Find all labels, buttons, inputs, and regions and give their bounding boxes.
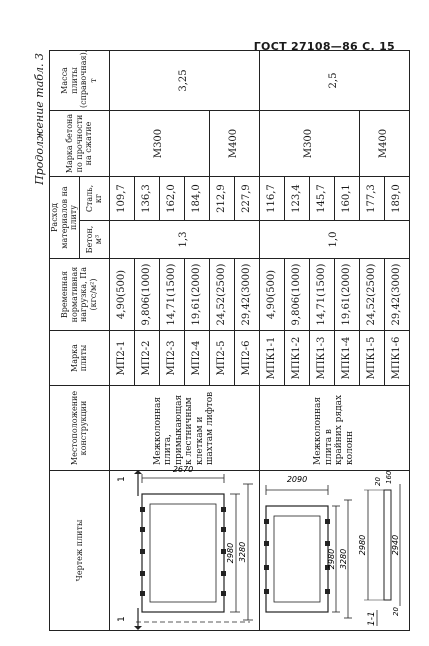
dim-outer-length: 3280 [238,541,247,563]
load-cell: 4,90(500) [109,259,134,331]
grade-cell: М400 [209,111,259,177]
plates-table [49,50,410,631]
load-cell: 29,42(3000) [234,259,259,331]
mark-cell: МПК1-2 [284,331,309,386]
dim-width: 2090 [286,475,308,484]
steel-cell: 123,4 [284,177,309,221]
steel-cell: 162,0 [159,177,184,221]
cut-mark-label: 1 [117,476,127,482]
concrete-cell: 1,3 [109,221,259,259]
mark-cell: МП2-6 [234,331,259,386]
grade-cell: М300 [109,111,209,177]
mark-cell: МП2-1 [109,331,134,386]
load-cell: 19,61(2000) [184,259,209,331]
col-steel: Сталь, кг [79,177,109,221]
col-mark: Марка плиты [50,331,110,386]
grade-cell: М400 [359,111,409,177]
steel-cell: 136,3 [134,177,159,221]
dim-inner-length: 2980 [226,542,235,564]
drawing-plate-mpk1 [259,471,409,631]
mark-cell: МП2-5 [209,331,234,386]
section-label: 1-1 [367,611,377,626]
col-drawing: Чертеж плиты [50,471,110,631]
location-mpk1: Межколонная плита в крайних рядах колонн [259,386,409,471]
load-cell: 24,52(2500) [359,259,384,331]
col-load: Временная нормативная нагрузка, Па (кгс/м²) [50,259,110,331]
col-location: Местоположение конструкции [50,386,110,471]
continuation-caption: Продолжение табл. 3 [33,53,46,185]
mark-cell: МПК1-6 [384,331,409,386]
col-mass: Масса плиты (справочная), т [50,51,110,111]
col-concrete: Бетон, м³ [79,221,109,259]
section-edge-right: 20 [374,477,382,486]
mark-cell: МП2-4 [184,331,209,386]
load-cell: 24,52(2500) [209,259,234,331]
steel-cell: 227,9 [234,177,259,221]
dim-outer-length: 3280 [339,548,348,570]
drawing-plate-mp2 [109,465,259,631]
cut-mark-label: 1 [117,616,127,622]
section-overall: 2940 [391,534,400,556]
mark-cell: МПК1-3 [309,331,334,386]
load-cell: 19,61(2000) [334,259,359,331]
section-thickness: 160 [385,470,393,484]
steel-cell: 184,0 [184,177,209,221]
mark-cell: МПК1-4 [334,331,359,386]
mark-cell: МП2-3 [159,331,184,386]
mass-cell: 2,5 [259,51,409,111]
steel-cell: 212,9 [209,177,234,221]
steel-cell: 116,7 [259,177,284,221]
col-grade: Марка бетона по прочности на сжатие [50,111,110,177]
section-edge-left: 20 [392,607,400,616]
location-mp2: Межколонная плита, примыкающая к лестничным клеткам и шахтам лифтов [109,386,259,471]
load-cell: 9,806(1000) [134,259,159,331]
load-cell: 29,42(3000) [384,259,409,331]
dim-width: 2670 [172,465,194,474]
page-header: ГОСТ 27108—86 С. 15 [253,40,395,53]
dim-inner-length: 2980 [327,548,336,570]
mark-cell: МПК1-5 [359,331,384,386]
steel-cell: 177,3 [359,177,384,221]
section-length: 2980 [358,534,367,556]
mark-cell: МПК1-1 [259,331,284,386]
mass-cell: 3,25 [109,51,259,111]
col-consumption: Расход материалов на плиту [50,177,80,259]
rotated-table-sheet [33,51,403,631]
concrete-cell: 1,0 [259,221,409,259]
load-cell: 4,90(500) [259,259,284,331]
load-cell: 9,806(1000) [284,259,309,331]
steel-cell: 160,1 [334,177,359,221]
load-cell: 14,71(1500) [159,259,184,331]
load-cell: 14,71(1500) [309,259,334,331]
grade-cell: М300 [259,111,359,177]
steel-cell: 109,7 [109,177,134,221]
steel-cell: 145,7 [309,177,334,221]
mark-cell: МП2-2 [134,331,159,386]
steel-cell: 189,0 [384,177,409,221]
